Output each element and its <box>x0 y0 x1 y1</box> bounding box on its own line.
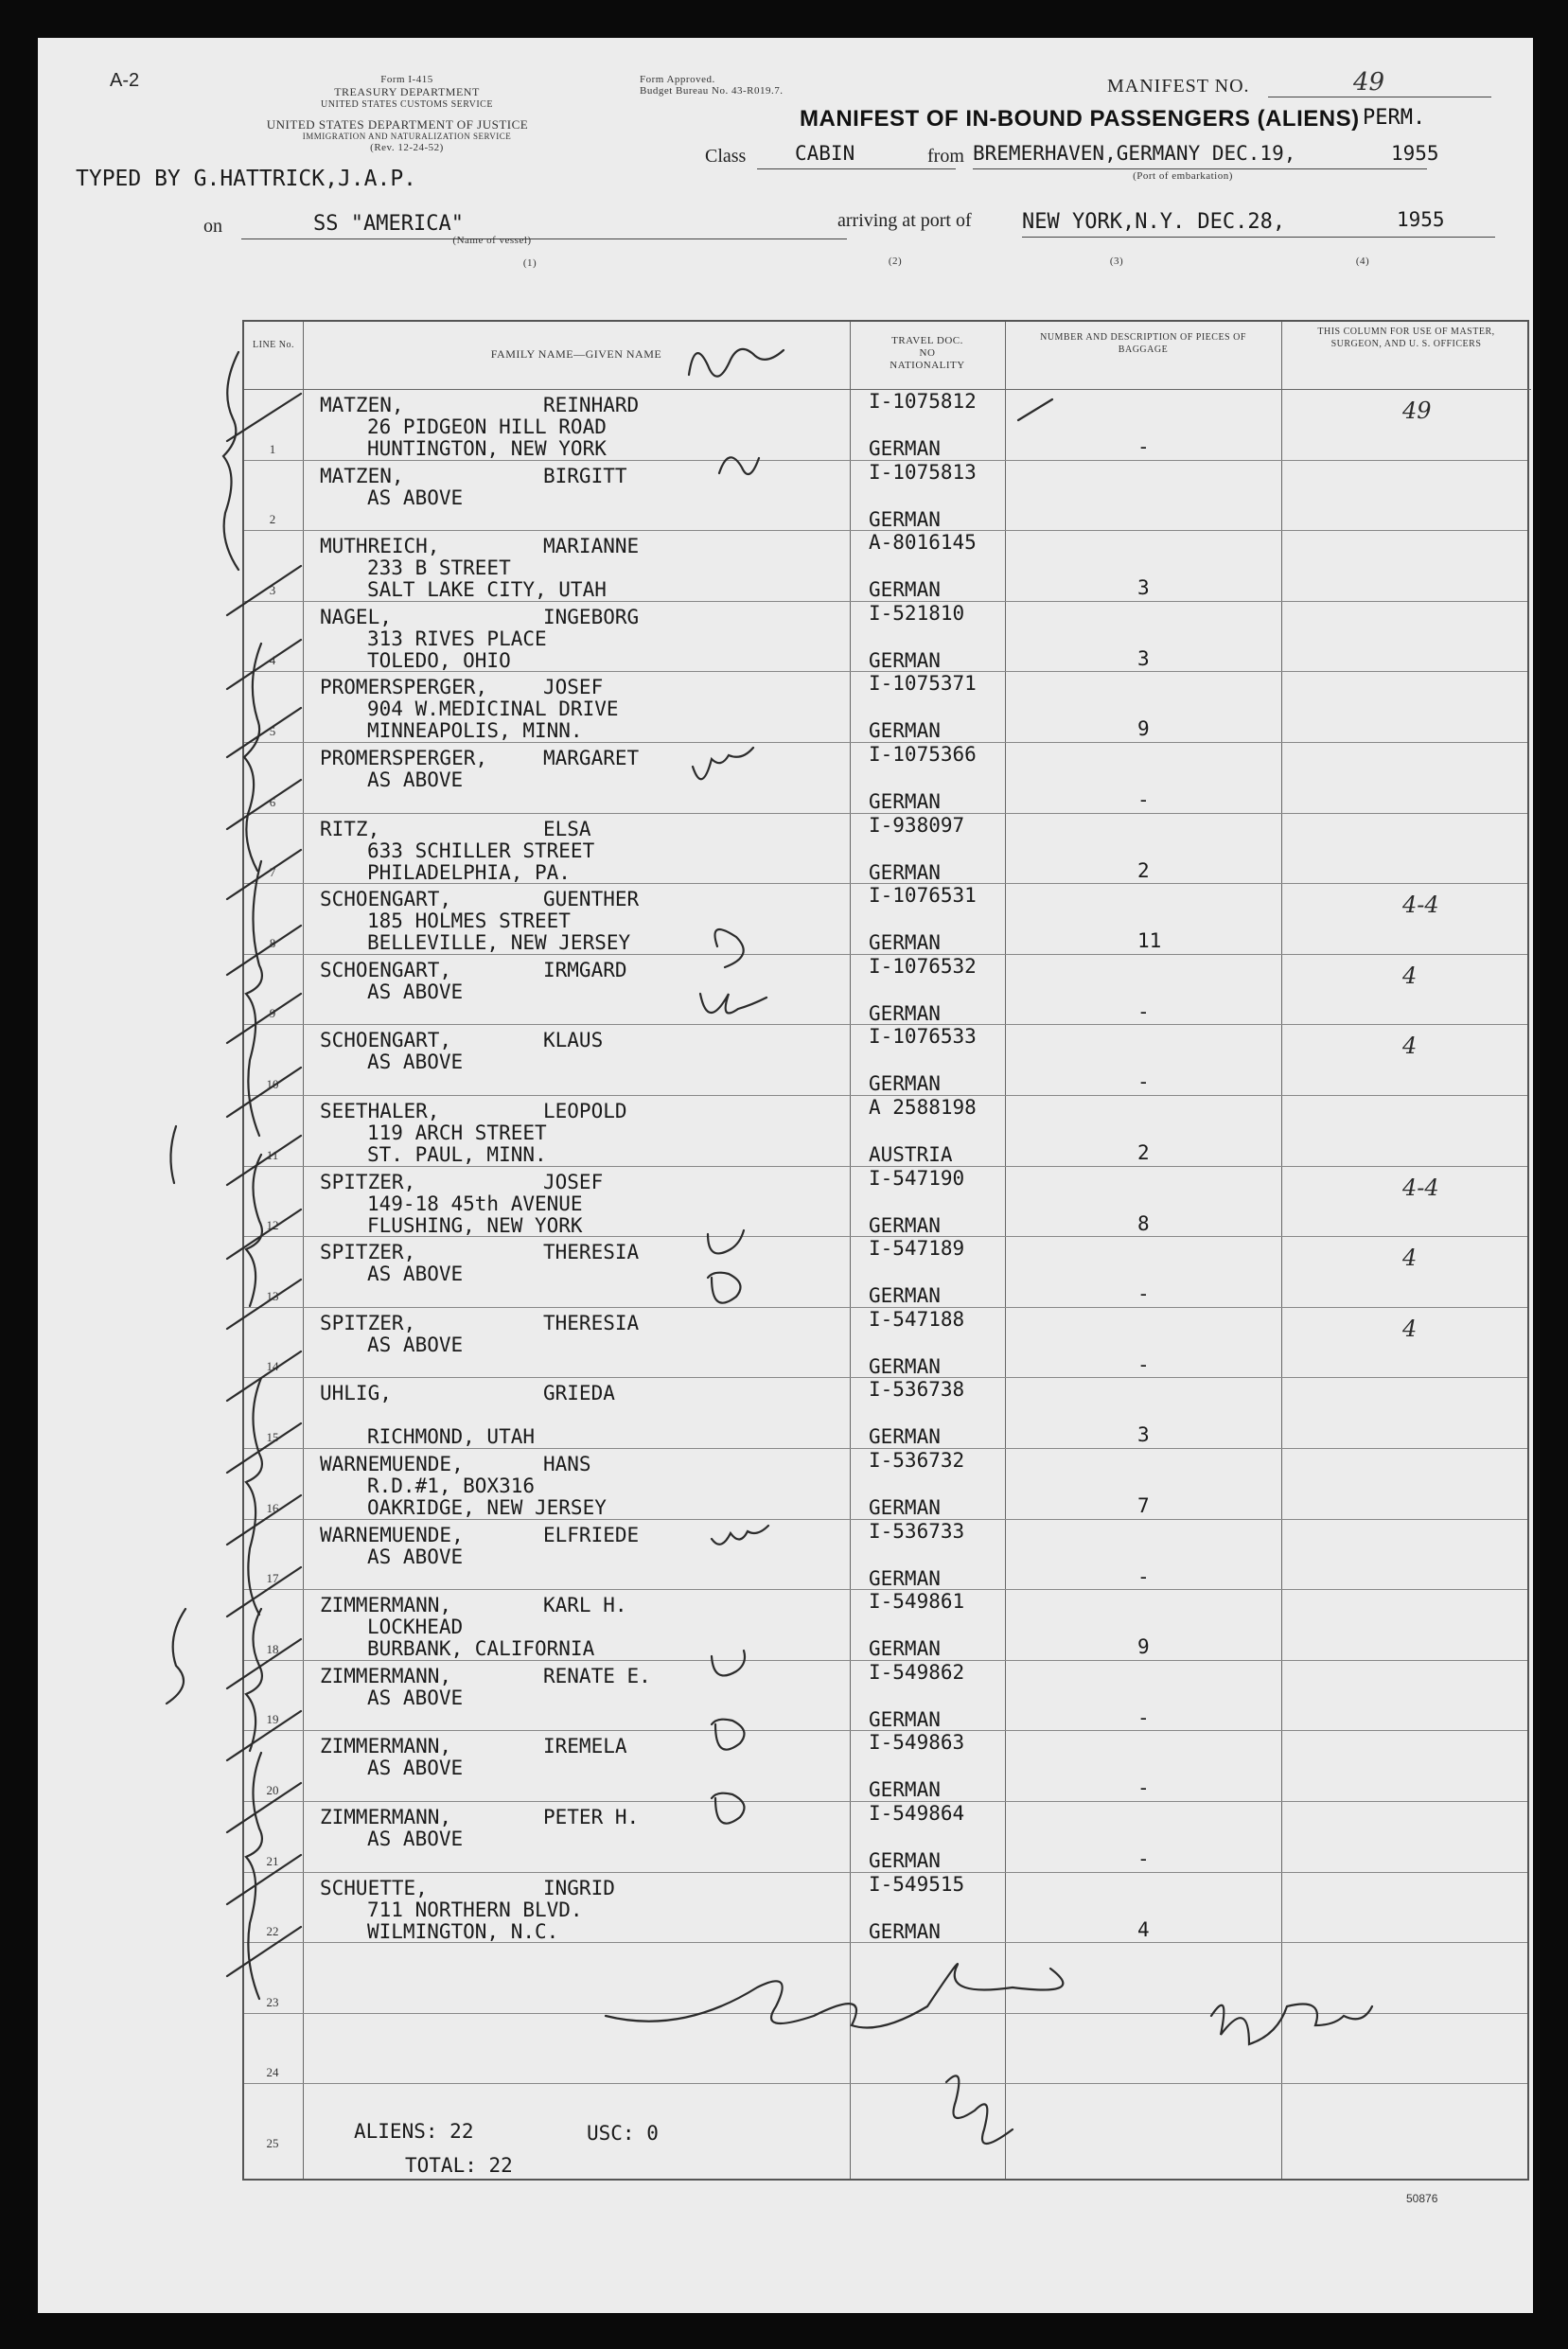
travel-doc-no: A-8016145 <box>869 531 977 555</box>
initial-mark <box>712 1793 745 1824</box>
given-name: KARL H. <box>543 1594 627 1617</box>
col-num-3: (3) <box>1109 256 1124 267</box>
travel-doc-no: I-536738 <box>869 1378 965 1402</box>
aliens-count: 22 <box>449 2120 474 2143</box>
slash-mark <box>227 640 301 689</box>
usc-label: USC: <box>587 2122 635 2145</box>
arrival-year: 1955 <box>1397 208 1445 231</box>
given-name: ELSA <box>543 817 591 840</box>
signature-mark <box>1211 2005 1372 2045</box>
address-line-1: 185 HOLMES STREET <box>367 910 571 933</box>
address-line-2: FLUSHING, NEW YORK <box>367 1213 583 1237</box>
line-number: 16 <box>266 1500 279 1515</box>
slash-mark <box>227 394 301 441</box>
bracket-mark <box>246 1609 262 1751</box>
baggage-count: 3 <box>1137 1423 1150 1447</box>
line-number: 1 <box>269 441 276 456</box>
line-number: 2 <box>269 512 276 527</box>
footer-code: 50876 <box>1406 2192 1438 2205</box>
travel-doc-no: I-547188 <box>869 1307 965 1331</box>
treasury-dept: TREASURY DEPARTMENT <box>334 85 480 98</box>
line-number: 22 <box>266 1924 279 1939</box>
bracket-mark <box>246 1155 262 1306</box>
slash-mark <box>227 1136 301 1185</box>
travel-doc-no: I-549515 <box>869 1872 965 1896</box>
baggage-count: - <box>1137 435 1150 458</box>
budget-bureau: Budget Bureau No. 43-R019.7. <box>640 85 784 97</box>
address-line-1: R.D.#1, BOX316 <box>367 1475 536 1497</box>
address-line-1: 711 NORTHERN BLVD. <box>367 1898 583 1921</box>
bracket-mark <box>244 644 261 871</box>
arrival-value: NEW YORK,N.Y. DEC.28, <box>1022 210 1286 234</box>
baggage-count: 2 <box>1137 858 1150 882</box>
line-number: 5 <box>269 723 276 738</box>
family-name: SPITZER, <box>320 1241 416 1264</box>
family-name: ZIMMERMANN, <box>320 1594 452 1617</box>
on-label: on <box>203 216 222 237</box>
given-name: INGEBORG <box>543 605 640 628</box>
travel-doc-no: I-1075813 <box>869 460 977 484</box>
family-name: SCHOENGART, <box>320 1029 452 1052</box>
travel-doc-no: I-1076533 <box>869 1025 977 1049</box>
slash-mark <box>227 1855 301 1904</box>
slash-mark <box>227 1351 301 1401</box>
nationality: GERMAN <box>869 507 941 531</box>
col-header-name: FAMILY NAME—GIVEN NAME <box>303 322 850 390</box>
ins-service: IMMIGRATION AND NATURALIZATION SERVICE <box>302 132 512 141</box>
slash-mark <box>227 850 301 899</box>
address-line-2: MINNEAPOLIS, MINN. <box>367 719 583 743</box>
family-name: SEETHALER, <box>320 1100 440 1122</box>
address-line-1: 233 B STREET <box>367 556 511 580</box>
signature-mark <box>946 2075 1013 2144</box>
slash-mark <box>227 1567 301 1616</box>
address-line-1: 633 SCHILLER STREET <box>367 839 595 862</box>
travel-doc-no: I-549863 <box>869 1731 965 1755</box>
total-count: 22 <box>488 2154 513 2177</box>
slash-mark <box>227 780 301 829</box>
usc-count: 0 <box>646 2122 659 2145</box>
port-embark-caption: (Port of embarkation) <box>1133 170 1233 182</box>
line-number: 20 <box>266 1782 279 1797</box>
travel-doc-no: I-521810 <box>869 601 965 625</box>
travel-doc-no: I-549864 <box>869 1802 965 1825</box>
baggage-count: - <box>1137 1564 1150 1588</box>
initial-mark <box>708 1273 741 1303</box>
slash-mark <box>227 1927 301 1976</box>
slash-mark <box>227 1711 301 1760</box>
address-line-1: AS ABOVE <box>367 1333 464 1356</box>
family-name: NAGEL, <box>320 605 392 628</box>
slash-mark <box>227 708 301 757</box>
family-name: PROMERSPERGER, <box>320 676 488 699</box>
class-value: CABIN <box>795 142 855 165</box>
given-name: RENATE E. <box>543 1664 651 1687</box>
given-name: MARIANNE <box>543 535 640 558</box>
bracket-mark <box>246 1378 262 1615</box>
slash-mark <box>227 926 301 975</box>
total-label: TOTAL: <box>405 2154 477 2177</box>
nationality: GERMAN <box>869 437 941 460</box>
line-number: 11 <box>266 1147 279 1162</box>
address-line-1: 149-18 45th AVENUE <box>367 1192 583 1215</box>
baggage-count: - <box>1137 1282 1150 1306</box>
col-header-officers: THIS COLUMN FOR USE OF MASTER, SURGEON, AND U. S. OFFICERS <box>1281 322 1531 390</box>
given-name: IRMGARD <box>543 958 627 981</box>
travel-doc-no: I-1075366 <box>869 743 977 766</box>
line-number: 15 <box>266 1429 279 1444</box>
nationality: GERMAN <box>869 1849 941 1872</box>
margin-mark <box>167 1609 185 1704</box>
form-number: Form I-415 <box>380 74 433 85</box>
travel-doc-no: I-1075812 <box>869 390 977 413</box>
address-line-2: SALT LAKE CITY, UTAH <box>367 578 607 602</box>
baggage-count: - <box>1137 1847 1150 1870</box>
nationality: AUSTRIA <box>869 1143 953 1166</box>
address-line-2: BELLEVILLE, NEW JERSEY <box>367 931 631 955</box>
manifest-number: 49 <box>1353 68 1385 97</box>
line-number: 10 <box>266 1076 279 1091</box>
nationality: GERMAN <box>869 1213 941 1237</box>
address-line-2: BURBANK, CALIFORNIA <box>367 1637 595 1661</box>
family-name: RITZ, <box>320 817 380 840</box>
given-name: JOSEF <box>543 1170 604 1193</box>
officer-note: 4 <box>1402 962 1418 989</box>
address-line-1: AS ABOVE <box>367 1828 464 1850</box>
family-name: SCHOENGART, <box>320 958 452 981</box>
initial-mark <box>700 994 766 1013</box>
justice-dept: UNITED STATES DEPARTMENT OF JUSTICE <box>266 117 529 132</box>
col-num-1: (1) <box>522 257 537 269</box>
nationality: GERMAN <box>869 719 941 743</box>
officer-note: 4 <box>1402 1033 1418 1060</box>
given-name: KLAUS <box>543 1029 604 1052</box>
travel-doc-no: I-549862 <box>869 1660 965 1684</box>
handwriting-overlay <box>38 38 1533 2313</box>
initial-mark <box>712 1720 745 1750</box>
family-name: PROMERSPERGER, <box>320 747 488 769</box>
baggage-count: - <box>1137 1705 1150 1729</box>
slash-mark <box>227 1280 301 1329</box>
family-name: ZIMMERMANN, <box>320 1806 452 1828</box>
nationality: GERMAN <box>869 1072 941 1096</box>
given-name: THERESIA <box>543 1241 640 1264</box>
address-line-1: AS ABOVE <box>367 768 464 791</box>
initial-mark <box>712 1526 768 1545</box>
travel-doc-no: I-549861 <box>869 1590 965 1614</box>
line-number: 3 <box>269 582 276 597</box>
slash-mark <box>227 1423 301 1473</box>
travel-doc-no: I-536732 <box>869 1449 965 1472</box>
given-name: GUENTHER <box>543 888 640 911</box>
address-line-1: 904 W.MEDICINAL DRIVE <box>367 698 619 721</box>
travel-doc-no: I-1076531 <box>869 884 977 908</box>
address-line-1: AS ABOVE <box>367 1263 464 1286</box>
line-number: 6 <box>269 794 276 809</box>
baggage-count: - <box>1137 999 1150 1023</box>
initial-mark <box>712 1651 745 1675</box>
address-line-2: RICHMOND, UTAH <box>367 1425 536 1449</box>
slash-mark <box>227 994 301 1043</box>
col-num-2: (2) <box>888 256 903 267</box>
manifest-page <box>38 38 1533 2313</box>
tick-mark <box>1018 399 1052 420</box>
baggage-count: 3 <box>1137 576 1150 600</box>
form-approved: Form Approved. <box>640 74 715 85</box>
nationality: GERMAN <box>869 1707 941 1731</box>
manifest-title: MANIFEST OF IN-BOUND PASSENGERS (ALIENS) <box>800 106 1360 132</box>
perm-stamp: PERM. <box>1363 106 1426 130</box>
nationality: GERMAN <box>869 1919 941 1943</box>
col-header-baggage: NUMBER AND DESCRIPTION OF PIECES OF BAGGAGE <box>1005 322 1281 390</box>
family-name: SPITZER, <box>320 1311 416 1334</box>
baggage-count: 7 <box>1137 1494 1150 1517</box>
address-line-1: AS ABOVE <box>367 1545 464 1568</box>
nationality: GERMAN <box>869 790 941 813</box>
family-name: WARNEMUENDE, <box>320 1523 464 1546</box>
baggage-count: - <box>1137 1352 1150 1376</box>
given-name: ELFRIEDE <box>543 1523 640 1546</box>
margin-mark <box>170 1126 176 1183</box>
line-number: 18 <box>266 1641 279 1656</box>
given-name: PETER H. <box>543 1806 640 1828</box>
baggage-count: - <box>1137 1776 1150 1800</box>
officer-note: 4-4 <box>1402 892 1439 919</box>
address-line-2: WILMINGTON, N.C. <box>367 1919 559 1943</box>
initial-mark <box>719 457 759 474</box>
address-line-1: AS ABOVE <box>367 1757 464 1780</box>
baggage-count: 3 <box>1137 646 1150 670</box>
embark-value: BREMERHAVEN,GERMANY DEC.19, <box>973 142 1296 165</box>
address-line-2: PHILADELPHIA, PA. <box>367 860 571 884</box>
nationality: GERMAN <box>869 578 941 602</box>
nationality: GERMAN <box>869 1001 941 1025</box>
given-name: HANS <box>543 1453 591 1475</box>
address-line-2: ST. PAUL, MINN. <box>367 1143 547 1166</box>
line-number: 14 <box>266 1359 279 1374</box>
address-line-1: AS ABOVE <box>367 1686 464 1709</box>
slash-mark <box>227 1210 301 1259</box>
line-number: 4 <box>269 653 276 668</box>
address-line-1: AS ABOVE <box>367 1051 464 1074</box>
address-line-1: 313 RIVES PLACE <box>367 627 547 650</box>
baggage-count: 8 <box>1137 1211 1150 1235</box>
family-name: ZIMMERMANN, <box>320 1664 452 1687</box>
address-line-2: TOLEDO, OHIO <box>367 648 511 672</box>
address-line-2: HUNTINGTON, NEW YORK <box>367 437 607 460</box>
col-header-line-no: LINE No. <box>244 322 303 390</box>
slash-mark <box>227 1783 301 1832</box>
family-name: SCHOENGART, <box>320 888 452 911</box>
line-number: 21 <box>266 1853 279 1868</box>
baggage-count: 11 <box>1137 929 1162 953</box>
nationality: GERMAN <box>869 648 941 672</box>
address-line-1: LOCKHEAD <box>367 1616 464 1639</box>
travel-doc-no: I-1076532 <box>869 954 977 978</box>
initial-mark <box>708 1230 744 1253</box>
manifest-number-label: MANIFEST NO. <box>1107 76 1250 97</box>
arriving-label: arriving at port of <box>837 210 972 231</box>
class-label: Class <box>705 146 747 167</box>
nationality: GERMAN <box>869 1566 941 1590</box>
slash-mark <box>227 1495 301 1545</box>
line-number: 7 <box>269 865 276 880</box>
officer-note: 4 <box>1402 1315 1418 1342</box>
travel-doc-no: I-1075371 <box>869 672 977 696</box>
nationality: GERMAN <box>869 1425 941 1449</box>
given-name: MARGARET <box>543 747 640 769</box>
given-name: REINHARD <box>543 394 640 416</box>
given-name: INGRID <box>543 1876 615 1899</box>
officer-note: 49 <box>1402 397 1432 424</box>
line-number: 25 <box>266 2135 279 2150</box>
signature-mark <box>606 1964 1063 2028</box>
address-line-2: OAKRIDGE, NEW JERSEY <box>367 1496 607 1519</box>
family-name: MATZEN, <box>320 464 404 487</box>
vessel-caption: (Name of vessel) <box>452 235 532 246</box>
baggage-count: 2 <box>1137 1141 1150 1164</box>
nationality: GERMAN <box>869 1496 941 1519</box>
col-num-4: (4) <box>1355 256 1370 267</box>
line-number: 19 <box>266 1712 279 1727</box>
line-number: 8 <box>269 935 276 950</box>
baggage-count: 4 <box>1137 1917 1150 1941</box>
family-name: SCHUETTE, <box>320 1876 428 1899</box>
col-header-travel-doc: TRAVEL DOC. NO NATIONALITY <box>850 322 1005 390</box>
line-number: 13 <box>266 1288 279 1303</box>
line-number: 9 <box>269 1006 276 1021</box>
from-label: from <box>927 146 964 167</box>
given-name: GRIEDA <box>543 1382 615 1405</box>
family-name: MATZEN, <box>320 394 404 416</box>
family-name: SPITZER, <box>320 1170 416 1193</box>
slash-mark <box>227 1639 301 1688</box>
address-line-1: AS ABOVE <box>367 486 464 509</box>
travel-doc-no: I-536733 <box>869 1519 965 1543</box>
given-name: BIRGITT <box>543 464 627 487</box>
typed-by: TYPED BY G.HATTRICK,J.A.P. <box>76 167 417 191</box>
slash-mark <box>227 1068 301 1117</box>
aliens-label: ALIENS: <box>354 2120 438 2143</box>
initial-mark <box>689 349 784 377</box>
address-line-1: AS ABOVE <box>367 980 464 1003</box>
given-name: JOSEF <box>543 676 604 699</box>
family-name: WARNEMUENDE, <box>320 1453 464 1475</box>
officer-note: 4 <box>1402 1245 1418 1272</box>
customs-service: UNITED STATES CUSTOMS SERVICE <box>321 99 493 110</box>
baggage-count: - <box>1137 788 1150 811</box>
bracket-mark <box>223 352 238 570</box>
nationality: GERMAN <box>869 1284 941 1308</box>
initial-mark <box>693 748 753 779</box>
travel-doc-no: I-938097 <box>869 813 965 837</box>
nationality: GERMAN <box>869 1778 941 1802</box>
baggage-count: - <box>1137 1070 1150 1094</box>
line-number: 17 <box>266 1571 279 1586</box>
travel-doc-no: I-547190 <box>869 1166 965 1190</box>
nationality: GERMAN <box>869 1354 941 1378</box>
family-name: ZIMMERMANN, <box>320 1735 452 1758</box>
address-line-1: 119 ARCH STREET <box>367 1122 547 1144</box>
slash-mark <box>227 566 301 615</box>
line-number: 24 <box>266 2065 279 2080</box>
travel-doc-no: A 2588198 <box>869 1096 977 1119</box>
initial-mark <box>715 929 744 967</box>
doc-code: A-2 <box>110 70 140 91</box>
baggage-count: 9 <box>1137 1635 1150 1659</box>
travel-doc-no: I-547189 <box>869 1237 965 1261</box>
revision: (Rev. 12-24-52) <box>370 142 444 153</box>
nationality: GERMAN <box>869 860 941 884</box>
officer-note: 4-4 <box>1402 1174 1439 1201</box>
baggage-count: 9 <box>1137 717 1150 741</box>
given-name: THERESIA <box>543 1311 640 1334</box>
given-name: LEOPOLD <box>543 1100 627 1122</box>
given-name: IREMELA <box>543 1735 627 1758</box>
line-number: 23 <box>266 1994 279 2009</box>
address-line-1: 26 PIDGEON HILL ROAD <box>367 415 607 438</box>
family-name: MUTHREICH, <box>320 535 440 558</box>
nationality: GERMAN <box>869 1637 941 1661</box>
line-number: 12 <box>266 1218 279 1233</box>
embark-year: 1955 <box>1391 142 1439 165</box>
vessel-name: SS "AMERICA" <box>313 212 464 236</box>
family-name: UHLIG, <box>320 1382 392 1405</box>
nationality: GERMAN <box>869 931 941 955</box>
